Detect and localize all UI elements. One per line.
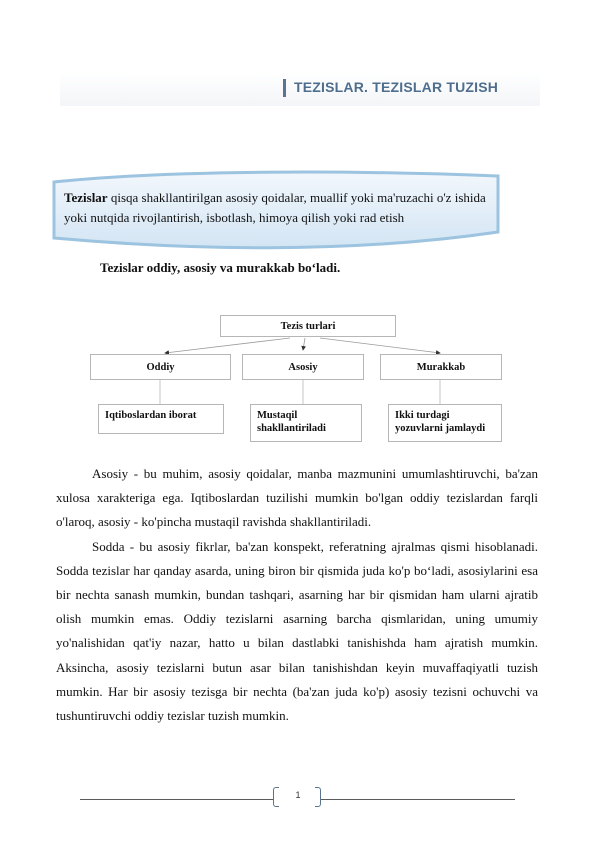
type-box-asosiy: Asosiy xyxy=(242,354,364,380)
paragraph-asosiy: Asosiy - bu muhim, asosiy qoidalar, manba mazmunini umumlashtiruvchi, ba'zan xulosa xarakteriga ega. Iqtiboslardan tuzilishi mumkin bo'lgan oddiy tezislardan farqli o'laroq, asosiy - ko'pincha mustaqil ravishda shakllantiriladi. xyxy=(56,466,538,530)
page-number: 1 xyxy=(295,790,301,800)
footer-line-right xyxy=(321,799,515,800)
desc-box-murakkab: Ikki turdagi yozuvlarni jamlaydi xyxy=(388,404,502,442)
type-box-oddiy: Oddiy xyxy=(90,354,231,380)
desc-box-asosiy: Mustaqil shakllantiriladi xyxy=(250,404,362,442)
diagram-root-box: Tezis turlari xyxy=(220,315,396,337)
footer-brace-right xyxy=(315,787,321,807)
definition-term: Tezislar xyxy=(64,190,108,205)
page-title: TEZISLAR. TEZISLAR TUZISH xyxy=(294,79,499,95)
body-text xyxy=(56,462,538,728)
type-box-murakkab: Murakkab xyxy=(380,354,502,380)
connector-oddiy xyxy=(165,338,290,353)
connector-murakkab xyxy=(320,338,440,353)
definition-body: qisqa shakllantirilgan asosiy qoidalar, muallif yoki ma'ruzachi o'z ishida yoki nutqida rivojlantirish, isbotlash, himoya qilish yoki rad etish xyxy=(64,190,486,225)
connector-asosiy xyxy=(303,338,305,350)
definition-text xyxy=(64,188,504,228)
footer-brace-left xyxy=(273,787,279,807)
footer-line-left xyxy=(80,799,273,800)
paragraph-sodda: Sodda - bu asosiy fikrlar, ba'zan konspekt, referatning ajralmas qismi hisoblanadi. Sodda tezislar har qanday asarda, uning biron bir qismida juda ko'p bo‘ladi, asosiylarini esa bir nechta sanash mumkin, bundan tashqari, asarning har bir qismidan ham ularni ajratib olish mumkin emas. Oddiy tezislarni asarning barcha qismlaridan, uning umumiy yo'nalishidan qat'iy nazar, hatto u bilan dastlabki tanishishda ham ajratish mumkin. Aksincha, asosiy tezislarni butun asar bilan tanishishdan keyin muvaffaqiyatli tuzish mumkin. Har bir asosiy tezisga bir nechta (ba'zan juda ko'p) asosiy tezisni ochuvchi va tushuntiruvchi oddiy tezislar tuzish mumkin. xyxy=(56,538,538,724)
desc-box-oddiy: Iqtiboslardan iborat xyxy=(98,404,224,434)
title-accent-bar xyxy=(283,79,286,97)
subheading: Tezislar oddiy, asosiy va murakkab bo‘ladi. xyxy=(100,260,341,275)
